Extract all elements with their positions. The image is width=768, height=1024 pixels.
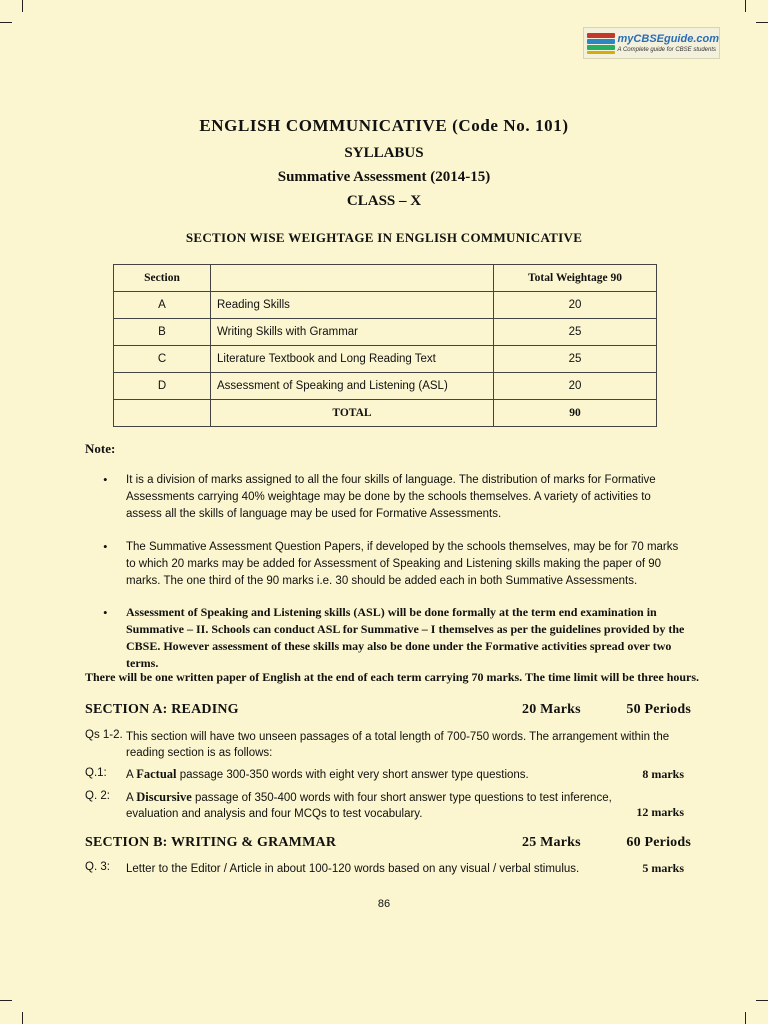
row-section: D [114, 373, 211, 400]
crop-mark [0, 22, 12, 23]
row-section: B [114, 319, 211, 346]
question-label: Q.1: [85, 767, 107, 779]
bullet-icon: • [103, 605, 108, 620]
row-section: C [114, 346, 211, 373]
crop-mark [22, 0, 23, 12]
row-weight: 25 [494, 346, 657, 373]
section-b-marks: 25 Marks [522, 835, 581, 850]
question-prefix: A [126, 769, 137, 781]
weightage-table [113, 264, 657, 427]
crop-mark [745, 1012, 746, 1024]
assessment-heading: Summative Assessment (2014-15) [277, 169, 491, 185]
note-bullet: Assessment of Speaking and Listening skills (ASL) will be done formally at the term end examination in Summative – II. Schools can conduct ASL for Summative – I themselves as per the guidelines provided by the CBSE. However assessment of these skills may also be done under the Formative activities spread over two terms. [126, 605, 685, 670]
section-a-marks: 20 Marks [522, 702, 581, 717]
note-bullet: It is a division of marks assigned to all the four skills of language. The distribution of marks for Formative Assessments carrying 40% weightage may be done by the schools themselves. A variety of activities to assess all the skills of language may be used for Formative Assessments. [126, 474, 656, 520]
row-weight: 20 [494, 373, 657, 400]
section-b-heading [85, 835, 691, 851]
question-type: Factual [136, 767, 177, 781]
crop-mark [745, 0, 746, 12]
table-header-row [114, 265, 657, 292]
question-text: Letter to the Editor / Article in about 100-120 words based on any visual / verbal stimulus. [126, 863, 580, 875]
question-label: Q. 3: [85, 861, 110, 873]
section-b-periods: 60 Periods [626, 835, 691, 850]
row-weight: 25 [494, 319, 657, 346]
row-name: Writing Skills with Grammar [211, 319, 494, 346]
section-a-periods: 50 Periods [626, 702, 691, 717]
books-icon [587, 31, 615, 55]
note-bullet: The Summative Assessment Question Papers, if developed by the schools themselves, may be for 70 marks to which 20 marks may be added for Assessment of Speaking and Listening skills making the paper of 90 marks. The one third of the 90 marks i.e. 30 should be added each in both Summative Assessments. [126, 541, 679, 587]
question-type: Discursive [136, 790, 192, 804]
crop-mark [0, 1000, 12, 1001]
section-a-heading [85, 702, 691, 718]
header-weightage: Total Weightage 90 [494, 265, 657, 292]
total-blank [114, 400, 211, 427]
bullet-icon: • [103, 539, 108, 554]
question-marks: 12 marks [636, 805, 684, 819]
syllabus-heading: SYLLABUS [344, 145, 424, 161]
question-text [126, 789, 646, 822]
question-marks: 8 marks [642, 767, 684, 781]
question-marks: 5 marks [642, 861, 684, 875]
row-name: Literature Textbook and Long Reading Text [211, 346, 494, 373]
table-row [114, 292, 657, 319]
header-blank [211, 265, 494, 292]
section-b-title: SECTION B: WRITING & GRAMMAR [85, 835, 337, 850]
row-section: A [114, 292, 211, 319]
table-row [114, 346, 657, 373]
page-number: 86 [377, 898, 391, 910]
logo-tagline: A Complete guide for CBSE students [617, 46, 717, 53]
table-total-row [114, 400, 657, 427]
table-heading: SECTION WISE WEIGHTAGE IN ENGLISH COMMUNICATIVE [185, 230, 583, 245]
document-title: ENGLISH COMMUNICATIVE (Code No. 101) [199, 116, 569, 135]
table-row [114, 373, 657, 400]
crop-mark [756, 1000, 768, 1001]
question-description: passage 300-350 words with eight very short answer type questions. [176, 769, 529, 781]
total-value: 90 [494, 400, 657, 427]
crop-mark [756, 22, 768, 23]
class-heading: CLASS – X [346, 193, 422, 209]
row-name: Reading Skills [211, 292, 494, 319]
question-text: This section will have two unseen passages of a total length of 700-750 words. The arrangement within the reading section is as follows: [126, 731, 670, 759]
total-label: TOTAL [211, 400, 494, 427]
row-name: Assessment of Speaking and Listening (ASL) [211, 373, 494, 400]
crop-mark [22, 1012, 23, 1024]
bullet-icon: • [103, 472, 108, 487]
table-row [114, 319, 657, 346]
header-section: Section [114, 265, 211, 292]
written-paper-info: There will be one written paper of English at the end of each term carrying 70 marks. The time limit will be three hours. [85, 670, 700, 684]
question-text [126, 766, 686, 783]
row-weight: 20 [494, 292, 657, 319]
logo-brand: myCBSEguide.com [617, 32, 719, 45]
question-description: passage of 350-400 words with four short answer type questions to test inference, evaluation and analysis and four MCQs to test vocabulary. [126, 792, 612, 820]
question-label: Qs 1-2. [85, 729, 123, 741]
question-prefix: A [126, 792, 137, 804]
note-label: Note: [85, 441, 116, 456]
brand-logo [583, 27, 720, 59]
section-a-title: SECTION A: READING [85, 702, 239, 717]
question-label: Q. 2: [85, 790, 110, 802]
